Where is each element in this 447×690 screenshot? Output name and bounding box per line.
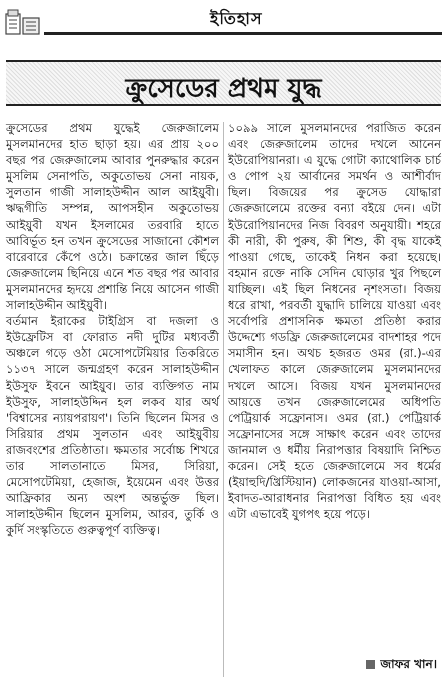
section-label: ইতিহাস bbox=[210, 9, 263, 28]
left-column bbox=[6, 120, 219, 538]
author-name: জাফর খান। bbox=[380, 657, 437, 671]
right-column bbox=[228, 120, 441, 522]
headline-band bbox=[6, 60, 441, 106]
article-headline: ক্রুসেডের প্রথম যুদ্ধ bbox=[125, 74, 322, 104]
header-rule bbox=[44, 32, 442, 35]
square-bullet-icon bbox=[366, 660, 375, 669]
paragraph: ১০৯৯ সালে মুসলমানদের পরাজিত করেন এবং জেরুজালেম তাদের দখলে আনেন ইউরোপিয়ানরা। এ যুদ্ধে গোটা ক্যাথোলিক চার্চ ও পোপ ২য় আর্বানের সমর্থন ও আশীর্বাদ ছিল। বিজয়ের পর ক্রুসেড যোদ্ধারা জেরুজালেমে রক্তের বন্যা বইয়ে দেন। এটা ইউরোপিয়ানদের নিজ বিবরণ অনুযায়ী। শহরে কী নারী, কী পুরুষ, কী শিশু, কী বৃদ্ধ যাকেই পাওয়া গেছে, তাকেই নিধন করা হয়েছে। বহমান রক্তে নাকি সেদিন ঘোড়ার খুর পিছলে যাচ্ছিল। এই ছিল নিধনের নৃশংসতা। বিজয় ধরে রাখা, পরবর্তী যুদ্ধাদি চালিয়ে যাওয়া এবং সর্বোপরি প্রশাসনিক ক্ষমতা প্রতিষ্ঠা করার উদ্দেশ্যে গডফ্রি জেরুজালেমের বাদশাহর পদে সমাসীন হন। অথচ হজরত ওমর (রা.)-এর খেলাফত কালে জেরুজালেম মুসলমানদের দখলে আসে। বিজয় যখন মুসলমানদের আয়ত্তে তখন জেরুজালেমের অধিপতি পেট্রিয়ার্ক সফ্রোনাস। ওমর (রা.) পেট্রিয়ার্ক সফ্রোনাসের সঙ্গে সাক্ষাৎ করেন এবং তাদের জানমাল ও ধর্মীয় নিরাপত্তার বিষয়াদি নিশ্চিত করেন। সেই হতে জেরুজালেমে সব ধর্মের (ইয়াহুদি/খ্রিস্টিয়ান) লোকজনের যাওয়া-আসা, ইবাদত-আরাধনার নিরাপত্তা বিধিত হয় এবং এটা এভাবেই যুগপৎ হয়ে পড়ে। bbox=[228, 121, 441, 522]
author-byline bbox=[366, 656, 437, 676]
paragraph: ক্রুসেডের প্রথম যুদ্ধেই জেরুজালেম মুসলমানদের হাত ছাড়া হয়। এর প্রায় ২০০ বছর পর জেরুজালেম আবার পুনরুদ্ধার করেন মুসলিম সেনাপতি, অকুতোভয় সেনা নায়ক, সুলতান গাজী সালাহউদ্দীন আল আইয়ুবী। ঋদ্ধগীতি সম্পন্ন, আপসহীন অকুতোভয় আইয়ুবী যখন ইসলামের তরবারি হাতে আবির্ভূত হন তখন ক্রুসেডের সাজানো কৌশল বারেবারে কেঁপে ওঠে। চক্রান্তের জাল ছিঁড়ে জেরুজালেম ছিনিয়ে এনে শত বছর পর আবার মুসলমানদের হৃদয়ে প্রশান্তি নিয়ে আসেন গাজী সালাহউদ্দীন আইয়ুবী। bbox=[6, 121, 219, 313]
section-logo-icon bbox=[4, 8, 42, 38]
paragraph: বর্তমান ইরাকের টাইগ্রিস বা দজলা ও ইউফ্রেটিস বা ফোরাত নদী দুটির মধ্যবর্তী অঞ্চলে গড়ে ওঠা মেসোপটেমিয়ার তিকরিতে ১১৩৭ সালে জন্মগ্রহণ করেন সালাহউদ্দীন ইউসুফ ইবনে আইয়ুব। তার ব্যক্তিগত নাম ইউসুফ, সালাহউদ্দিন হল লকব যার অর্থ 'বিশ্বাসের ন্যায়পরায়ণ'। তিনি ছিলেন মিসর ও সিরিয়ার প্রথম সুলতান এবং আইয়ুবীয় রাজবংশের প্রতিষ্ঠাতা। ক্ষমতার সর্বোচ্চ শিখরে তার সালতানাতে মিসর, সিরিয়া, মেসোপটেমিয়া, হেজাজ, ইয়েমেন এবং উত্তর আফ্রিকার অন্য অংশ অন্তর্ভুক্ত ছিল। সালাহউদ্দীন ছিলেন মুসলিম, আরব, তুর্কি ও কুর্দি সংস্কৃতিতে গুরুত্বপূর্ণ ব্যক্তিত্ব। bbox=[6, 314, 219, 538]
column-divider bbox=[223, 122, 224, 677]
